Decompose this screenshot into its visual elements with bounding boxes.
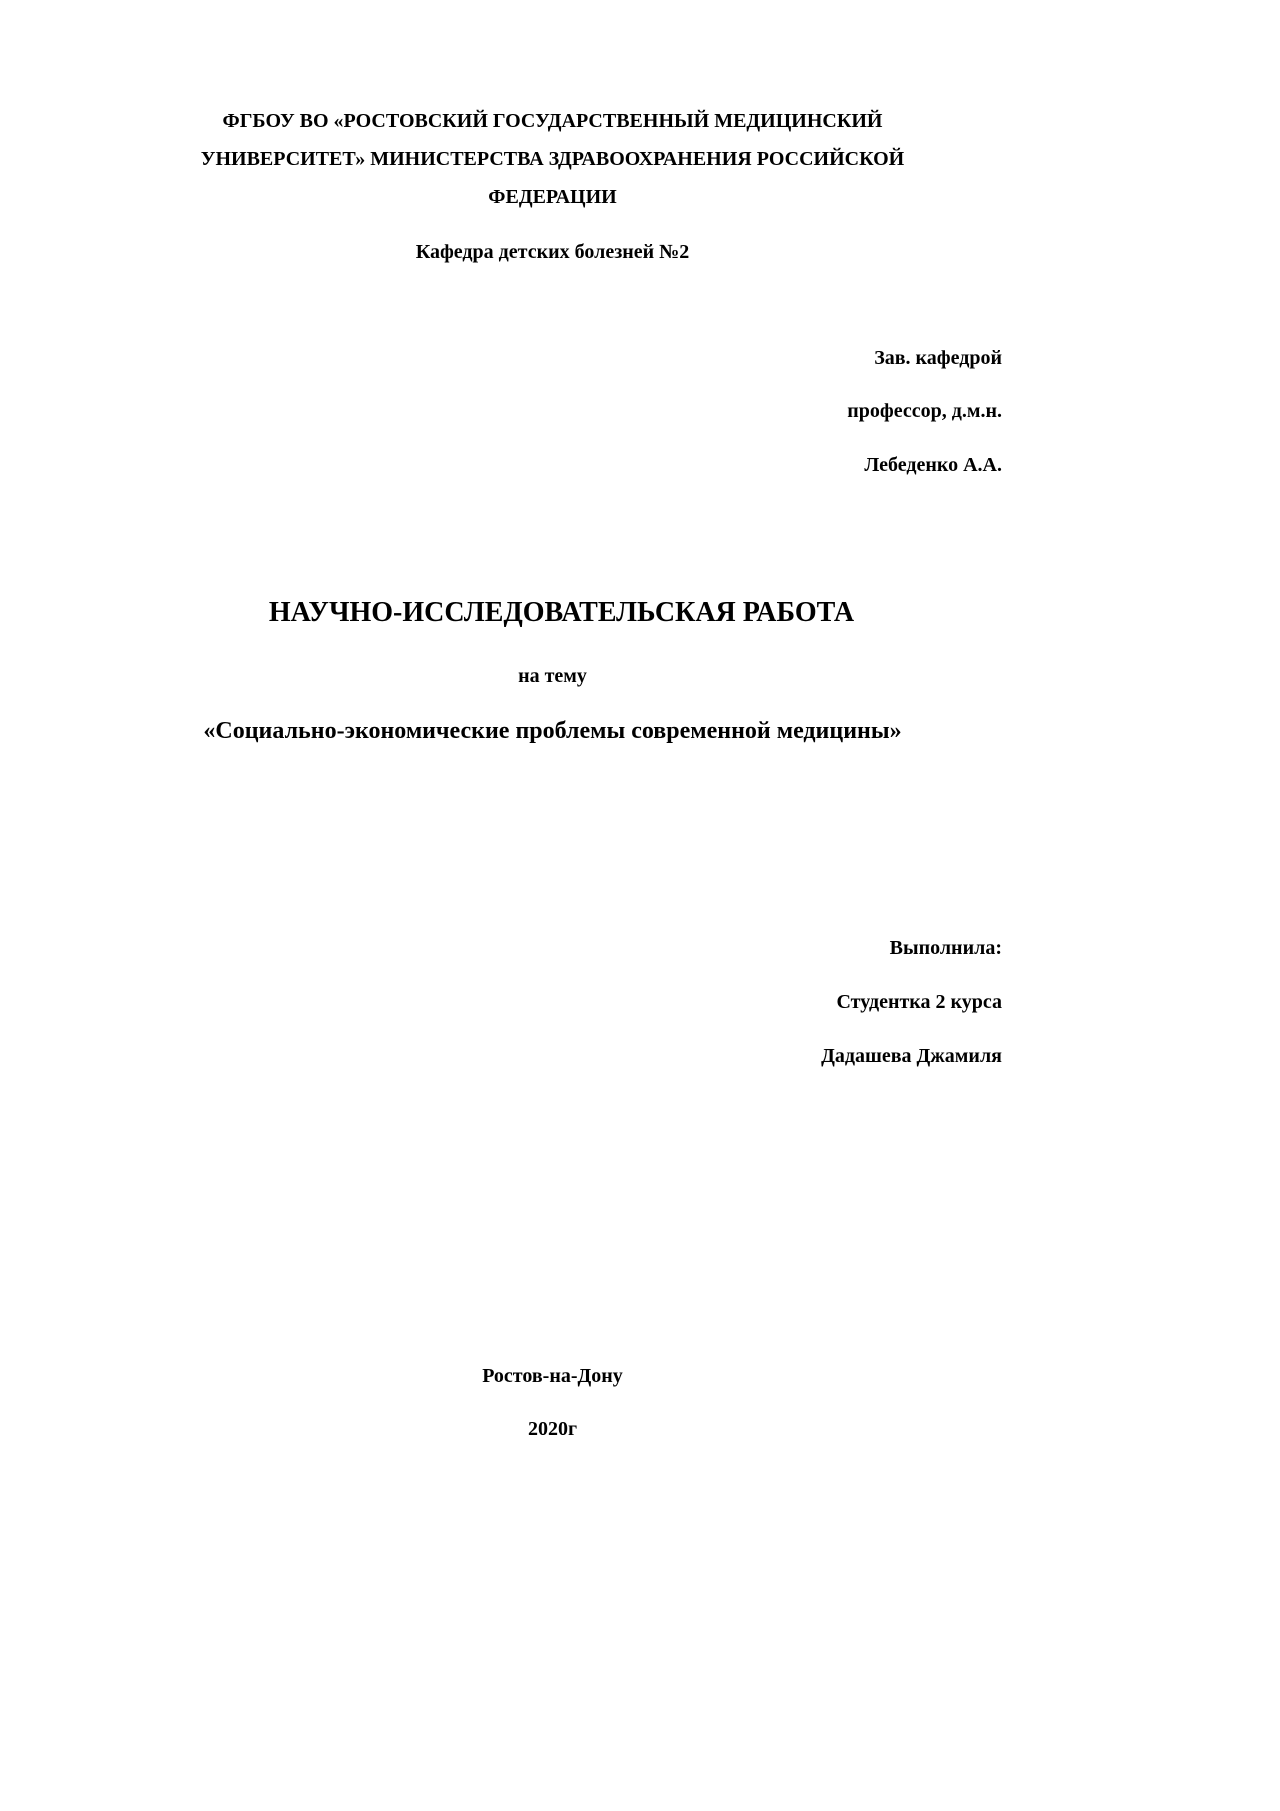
topic-label: на тему [518,665,587,687]
institution-line-1: ФГБОУ ВО «РОСТОВСКИЙ ГОСУДАРСТВЕННЫЙ МЕДИЦИНСКИЙ [222,110,883,132]
author-label: Выполнила: [889,937,1002,959]
head-title: профессор, д.м.н. [847,400,1002,422]
head-name: Лебеденко А.А. [864,454,1002,476]
department-name: Кафедра детских болезней №2 [415,241,690,263]
author-name: Дадашева Джамиля [821,1045,1002,1067]
work-type-title: НАУЧНО-ИССЛЕДОВАТЕЛЬСКАЯ РАБОТА [268,597,855,628]
footer-year: 2020г [527,1418,578,1440]
footer-city: Ростов-на-Дону [482,1365,623,1387]
author-course: Студентка 2 курса [836,991,1002,1013]
topic-title: «Социально-экономические проблемы современной медицины» [203,718,902,744]
institution-line-2: УНИВЕРСИТЕТ» МИНИСТЕРСТВА ЗДРАВООХРАНЕНИЯ РОССИЙСКОЙ [200,148,905,170]
head-role: Зав. кафедрой [874,347,1002,369]
institution-line-3: ФЕДЕРАЦИИ [488,186,617,208]
